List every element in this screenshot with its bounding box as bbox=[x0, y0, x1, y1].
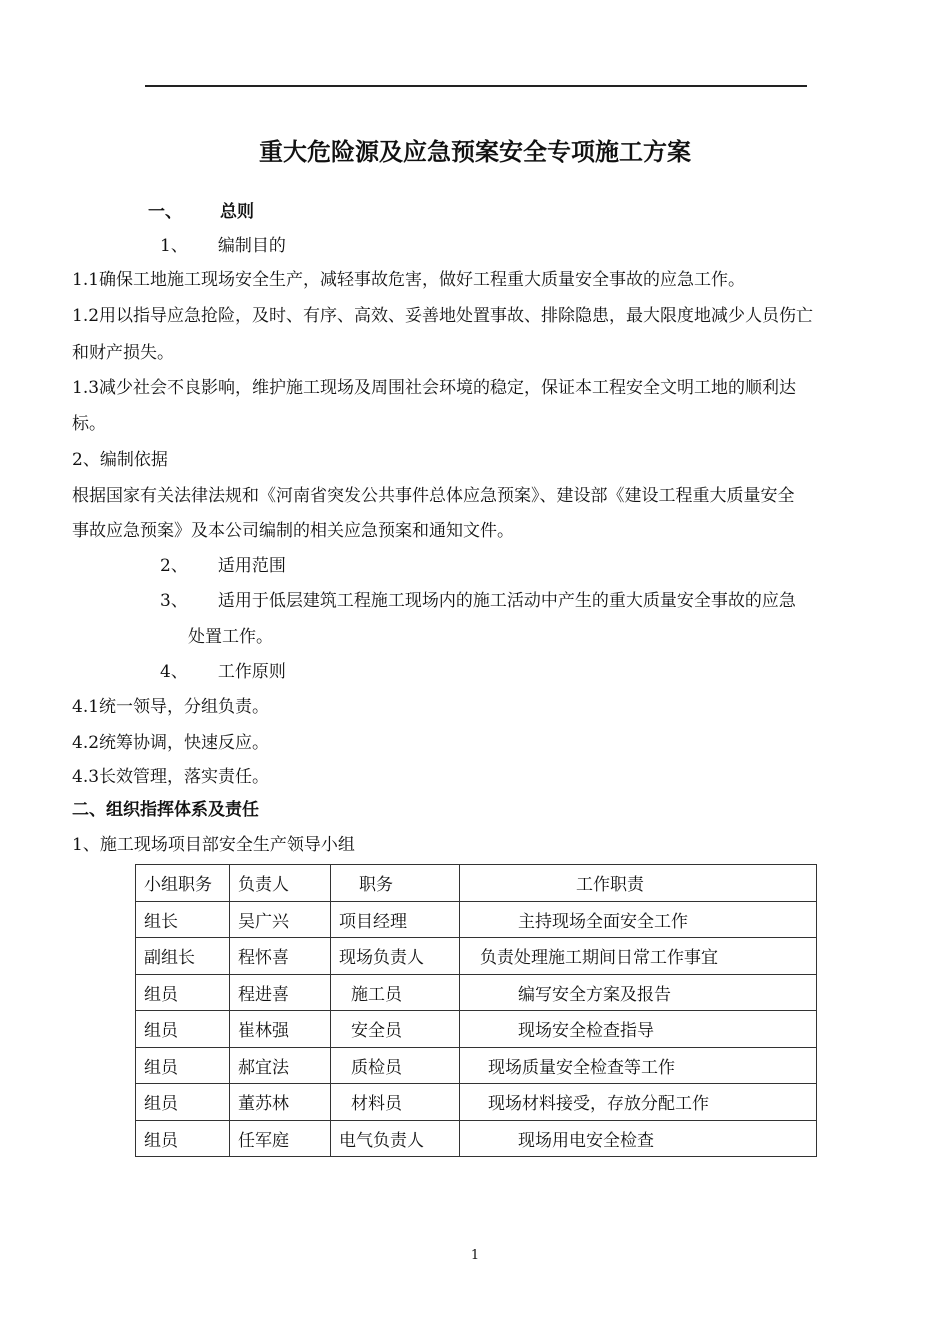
cell-duty: 现场质量安全检查等工作 bbox=[460, 1047, 817, 1084]
cell-duty: 主持现场全面安全工作 bbox=[460, 901, 817, 938]
table-row bbox=[136, 901, 817, 938]
table-row bbox=[136, 938, 817, 975]
paragraph-1-1: 1.1确保工地施工现场安全生产，减轻事故危害，做好工程重大质量安全事故的应急工作。 bbox=[72, 270, 746, 290]
cell-role: 组员 bbox=[136, 1084, 230, 1121]
subsection-5-number: 4、 bbox=[160, 662, 188, 682]
cell-duty: 现场材料接受，存放分配工作 bbox=[460, 1084, 817, 1121]
page-number: 1 bbox=[470, 1248, 480, 1263]
leadership-team-table bbox=[135, 864, 817, 1157]
cell-person: 吴广兴 bbox=[230, 901, 331, 938]
cell-duty: 负责处理施工期间日常工作事宜 bbox=[460, 938, 817, 975]
paragraph-2-line1: 根据国家有关法律法规和《河南省突发公共事件总体应急预案》、建设部《建设工程重大质量安全 bbox=[72, 486, 795, 506]
section-2-subheading: 1、施工现场项目部安全生产领导小组 bbox=[72, 835, 355, 855]
cell-duty: 现场用电安全检查 bbox=[460, 1120, 817, 1157]
table-header-row bbox=[136, 865, 817, 902]
subsection-1-title: 编制目的 bbox=[217, 236, 286, 256]
header-role: 小组职务 bbox=[136, 865, 230, 902]
subsection-4-text: 适用于低层建筑工程施工现场内的施工活动中产生的重大质量安全事故的应急 bbox=[217, 591, 796, 611]
table-row bbox=[136, 1011, 817, 1048]
cell-duty: 编写安全方案及报告 bbox=[460, 974, 817, 1011]
subsection-4-line2: 处置工作。 bbox=[188, 627, 273, 647]
cell-position: 安全员 bbox=[331, 1011, 460, 1048]
cell-person: 董苏林 bbox=[230, 1084, 331, 1121]
subsection-1-number: 1、 bbox=[160, 236, 188, 256]
subsection-3-heading bbox=[160, 556, 286, 576]
cell-person: 郝宜法 bbox=[230, 1047, 331, 1084]
principle-4-2: 4.2统筹协调，快速反应。 bbox=[72, 733, 270, 753]
paragraph-1-2-line2: 和财产损失。 bbox=[72, 343, 174, 363]
header-duty: 工作职责 bbox=[460, 865, 817, 902]
cell-position: 材料员 bbox=[331, 1084, 460, 1121]
header-person: 负责人 bbox=[230, 865, 331, 902]
subsection-3-number: 2、 bbox=[160, 556, 188, 576]
paragraph-1-3-line2: 标。 bbox=[72, 414, 106, 434]
document-title: 重大危险源及应急预案安全专项施工方案 bbox=[259, 138, 691, 166]
cell-role: 组长 bbox=[136, 901, 230, 938]
subsection-4-number: 3、 bbox=[160, 591, 188, 611]
paragraph-2-line2: 事故应急预案》及本公司编制的相关应急预案和通知文件。 bbox=[72, 521, 514, 541]
cell-position: 项目经理 bbox=[331, 901, 460, 938]
section-2-heading: 二、组织指挥体系及责任 bbox=[72, 800, 259, 820]
subsection-3-title: 适用范围 bbox=[217, 556, 286, 576]
cell-position: 质检员 bbox=[331, 1047, 460, 1084]
paragraph-1-2-line1: 1.2用以指导应急抢险，及时、有序、高效、妥善地处置事故、排除隐患，最大限度地减少人员伤亡 bbox=[72, 306, 814, 326]
cell-role: 组员 bbox=[136, 1047, 230, 1084]
cell-duty: 现场安全检查指导 bbox=[460, 1011, 817, 1048]
table-row bbox=[136, 1120, 817, 1157]
header-position: 职务 bbox=[331, 865, 460, 902]
cell-person: 任军庭 bbox=[230, 1120, 331, 1157]
header-rule bbox=[145, 85, 807, 87]
cell-role: 副组长 bbox=[136, 938, 230, 975]
cell-role: 组员 bbox=[136, 1011, 230, 1048]
paragraph-1-3-line1: 1.3减少社会不良影响，维护施工现场及周围社会环境的稳定，保证本工程安全文明工地的顺利达 bbox=[72, 378, 797, 398]
cell-position: 电气负责人 bbox=[331, 1120, 460, 1157]
subsection-5-title: 工作原则 bbox=[217, 662, 286, 682]
cell-person: 程进喜 bbox=[230, 974, 331, 1011]
subsection-4-line1 bbox=[160, 591, 796, 611]
cell-position: 现场负责人 bbox=[331, 938, 460, 975]
subsection-5-heading bbox=[160, 662, 286, 682]
subsection-1-heading bbox=[160, 236, 286, 256]
table-row bbox=[136, 1084, 817, 1121]
cell-person: 崔林强 bbox=[230, 1011, 331, 1048]
principle-4-1: 4.1统一领导，分组负责。 bbox=[72, 697, 270, 717]
table-row bbox=[136, 974, 817, 1011]
cell-role: 组员 bbox=[136, 1120, 230, 1157]
section-1-number: 一、 bbox=[148, 202, 182, 222]
cell-position: 施工员 bbox=[331, 974, 460, 1011]
principle-4-3: 4.3长效管理，落实责任。 bbox=[72, 767, 270, 787]
cell-role: 组员 bbox=[136, 974, 230, 1011]
cell-person: 程怀喜 bbox=[230, 938, 331, 975]
section-1-heading bbox=[148, 202, 254, 222]
subsection-2-heading: 2、编制依据 bbox=[72, 450, 168, 470]
table-row bbox=[136, 1047, 817, 1084]
section-1-title: 总则 bbox=[220, 202, 254, 222]
